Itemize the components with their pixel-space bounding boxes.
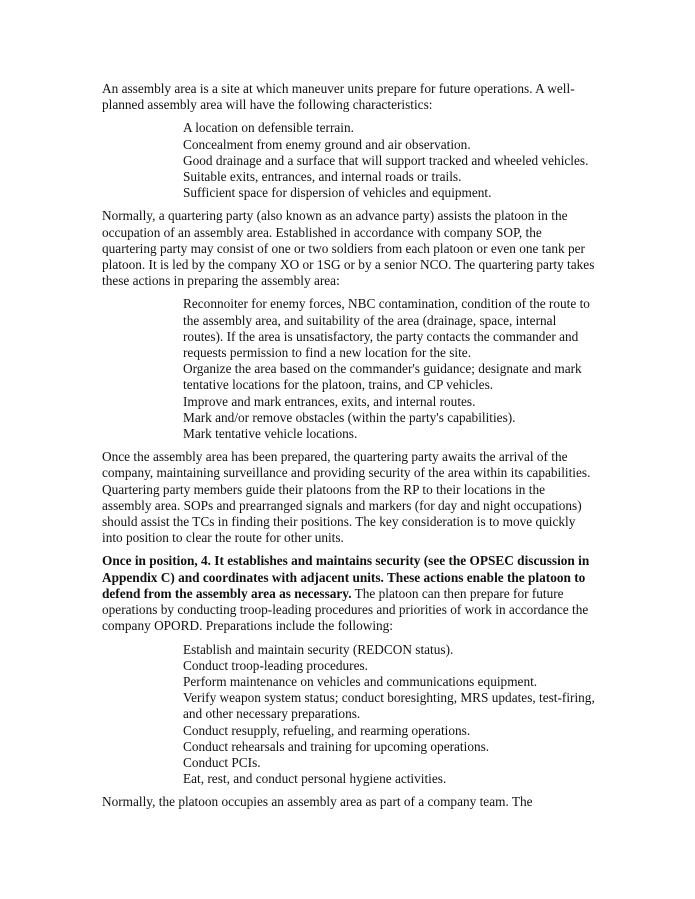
- list-item: Eat, rest, and conduct personal hygiene activities.: [183, 771, 447, 787]
- paragraph-rest-text: The platoon can then prepare for future operations by conducting troop-leading procedures and priorities of work in accordance the company OPORD. Preparations include the following:: [102, 585, 589, 634]
- preparations-list: [183, 642, 596, 788]
- list-item: Mark tentative vehicle locations.: [183, 426, 358, 442]
- paragraph-assembly-area-intro: An assembly area is a site at which maneuver units prepare for future operations. A well-planned assembly area will have the following characteristics:: [102, 81, 575, 113]
- quartering-party-actions-list: [183, 296, 596, 442]
- list-item: Perform maintenance on vehicles and communications equipment.: [183, 673, 538, 689]
- list-item: Suitable exits, entrances, and internal roads or trails.: [183, 169, 462, 185]
- list-item: Mark and/or remove obstacles (within the party's capabilities).: [183, 409, 516, 425]
- document-body: [102, 81, 596, 818]
- assembly-area-characteristics-list: [183, 120, 596, 201]
- list-item: Conduct troop-leading procedures.: [183, 657, 368, 673]
- list-item: Reconnoiter for enemy forces, NBC contamination, condition of the route to the assembly area, and suitability of the area (drainage, space, internal routes). If the area is unsatisfactory, the party contacts the commander and requests permission to find a new location for the site.: [183, 296, 590, 361]
- list-item: Good drainage and a surface that will support tracked and wheeled vehicles.: [183, 152, 589, 168]
- list-item: Improve and mark entrances, exits, and internal routes.: [183, 393, 476, 409]
- paragraph-company-team: Normally, the platoon occupies an assembly area as part of a company team. The: [102, 794, 533, 810]
- list-item: Concealment from enemy ground and air observation.: [183, 136, 471, 152]
- list-item: Conduct resupply, refueling, and rearming operations.: [183, 722, 471, 738]
- paragraph-quartering-party: Normally, a quartering party (also known as an advance party) assists the platoon in the occupation of an assembly area. Established in accordance with company SOP, the quartering party may consist of one or two soldiers from each platoon or even one tank per platoon. It is led by the company XO or 1SG or by a senior NCO. The quartering party takes these actions in preparing the assembly area:: [102, 208, 595, 289]
- list-item: Sufficient space for dispersion of vehicles and equipment.: [183, 185, 492, 201]
- list-item: Verify weapon system status; conduct boresighting, MRS updates, test-firing, and other necessary preparations.: [183, 690, 595, 722]
- list-item: Conduct rehearsals and training for upcoming operations.: [183, 738, 490, 754]
- list-item: Establish and maintain security (REDCON status).: [183, 641, 454, 657]
- paragraph-assembly-area-prepared: Once the assembly area has been prepared, the quartering party awaits the arrival of the company, maintaining surveillance and providing security of the area within its capabilities. Quartering party members guide their platoons from the RP to their locations in the assembly area. SOPs and prearranged signals and markers (for day and night occupations) should assist the TCs in finding their positions. The key consideration is to move quickly into position to clear the route for other units.: [102, 449, 591, 546]
- list-item: A location on defensible terrain.: [183, 120, 354, 136]
- list-item: Conduct PCIs.: [183, 754, 261, 770]
- bold-lead-text: Once in position, 4. It establishes and maintains security (see the OPSEC discussion in Appendix C) and coordinates with adjacent units. These actions enable the platoon to defend from the assembly area as necessary.: [102, 553, 590, 601]
- paragraph-once-in-position: [102, 553, 596, 634]
- list-item: Organize the area based on the commander's guidance; designate and mark tentative locations for the platoon, trains, and CP vehicles.: [183, 361, 582, 393]
